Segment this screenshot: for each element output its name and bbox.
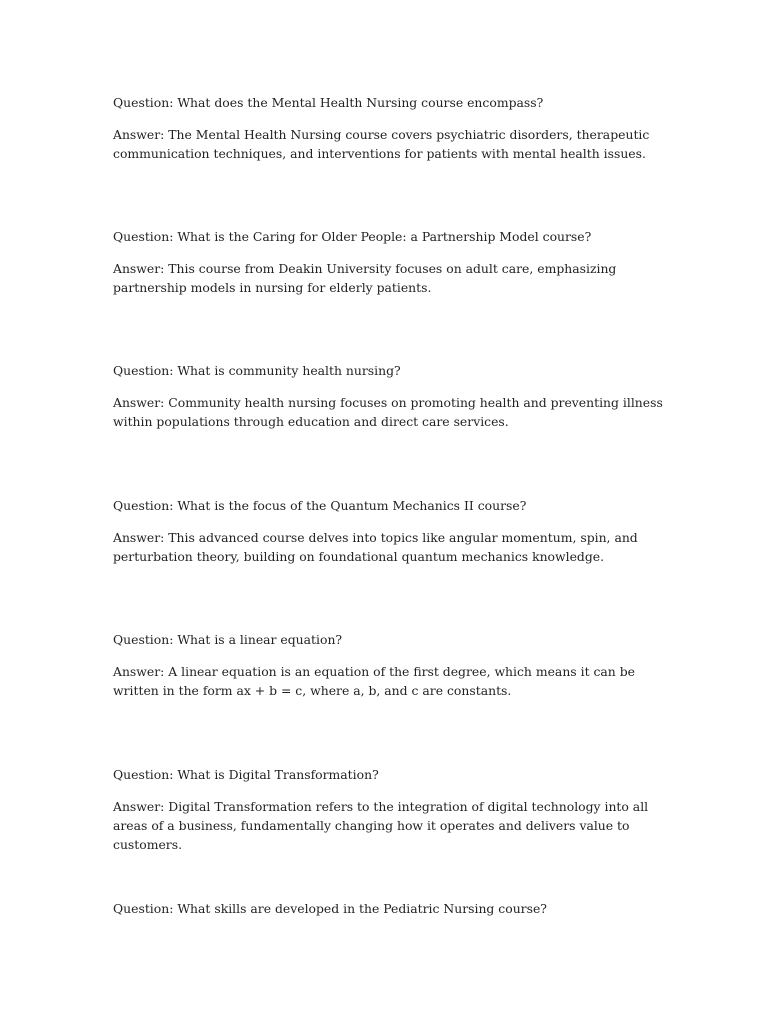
answer-text: Answer: Community health nursing focuses on promoting health and preventing illness within populations through education and direct care services.	[113, 395, 663, 429]
qa-item	[113, 227, 673, 297]
qa-item	[113, 496, 673, 566]
answer-text: Answer: Digital Transformation refers to the integration of digital technology into all areas of a business, fundamentally changing how it operates and delivers value to customers.	[113, 799, 649, 852]
question-text: Question: What skills are developed in the Pediatric Nursing course?	[113, 901, 547, 916]
qa-item	[113, 361, 673, 431]
question-text: Question: What is the Caring for Older People: a Partnership Model course?	[113, 229, 592, 244]
qa-item	[113, 899, 673, 918]
answer-text: Answer: The Mental Health Nursing course covers psychiatric disorders, therapeutic communication techniques, and interventions for patients with mental health issues.	[113, 127, 650, 161]
question-text: Question: What is the focus of the Quantum Mechanics II course?	[113, 498, 527, 513]
question-text: Question: What does the Mental Health Nursing course encompass?	[113, 95, 544, 110]
answer-text: Answer: This course from Deakin University focuses on adult care, emphasizing partnership models in nursing for elderly patients.	[113, 261, 617, 295]
question-text: Question: What is Digital Transformation?	[113, 767, 379, 782]
qa-item	[113, 630, 673, 700]
qa-item	[113, 93, 673, 163]
answer-text: Answer: A linear equation is an equation of the first degree, which means it can be written in the form ax + b = c, where a, b, and c are constants.	[113, 664, 635, 698]
qa-item	[113, 765, 673, 854]
answer-text: Answer: This advanced course delves into topics like angular momentum, spin, and perturbation theory, building on foundational quantum mechanics knowledge.	[113, 530, 638, 564]
question-text: Question: What is a linear equation?	[113, 632, 343, 647]
question-text: Question: What is community health nursing?	[113, 363, 401, 378]
